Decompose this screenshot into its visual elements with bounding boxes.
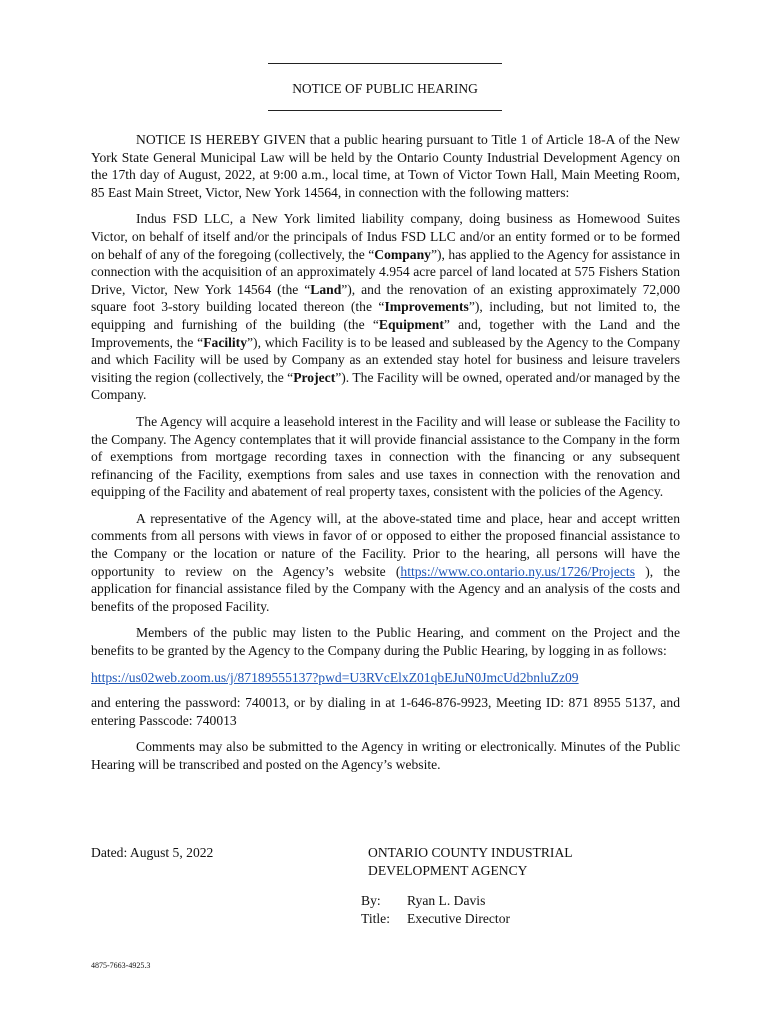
title-label: Title: (361, 910, 390, 926)
zoom-link-line (91, 669, 680, 687)
text-segment: Indus FSD LLC, a New York limited liability company, doing business as Homewood Suites Victor, on behalf of itself and/or the principals of Indus FSD LLC and/or an entity formed or to be formed on behalf of any of the foregoing (collectively, the “ (91, 211, 680, 262)
defined-term-equipment: Equipment (378, 316, 444, 332)
text-segment: ” and, together with the Land and the Improvements, the “ (91, 316, 680, 350)
defined-term-improvements: Improvements (384, 299, 469, 315)
text-segment: ”), has applied to the Agency for assistance in connection with the acquisition of an approximately 4.954 acre parcel of land located at 575 Fishers Station Drive, Victor, New York 14564 (the “ (91, 246, 681, 297)
text-segment: ), the application for financial assistance filed by the Company with the Agency and an analysis of the costs and benefits of the proposed Facility. (91, 563, 680, 614)
paragraph-dial-in: and entering the password: 740013, or by dialing in at 1-646-876-9923, Meeting ID: 871 8955 5137, and entering Passcode: 740013 (91, 695, 680, 728)
dated-line: Dated: August 5, 2022 (91, 845, 214, 860)
notice-title: NOTICE OF PUBLIC HEARING (292, 81, 478, 96)
paragraph-comments (91, 510, 680, 616)
text-segment: ”), and the renovation of an existing approximately 72,000 square foot 3-story building located thereon (the “ (91, 281, 680, 315)
top-rule (268, 63, 502, 64)
agency-website-link[interactable]: https://www.co.ontario.ny.us/1726/Projects (400, 563, 635, 579)
defined-term-company: Company (374, 246, 431, 262)
document-id: 4875-7663-4925.3 (91, 961, 151, 970)
signatory-title-row (361, 910, 510, 928)
agency-name-line2: DEVELOPMENT AGENCY (368, 862, 528, 878)
signatory-title: Executive Director (407, 910, 511, 926)
text-segment: ”). The Facility will be owned, operated and/or managed by the Company. (91, 369, 681, 403)
defined-term-project: Project (293, 369, 336, 385)
paragraph-assistance: The Agency will acquire a leasehold interest in the Facility and will lease or sublease the Facility to the Company. The Agency contemplates that it will provide financial assistance to the Company in the form of exemptions from mortgage recording taxes in connection with the financing or any subsequent refinancing of the Facility, exemptions from sales and use taxes in connection with the renovation and equipping of the Facility and abatement of real property taxes, consistent with the policies of the Agency. (91, 413, 680, 500)
signatory-name: Ryan L. Davis (407, 893, 486, 908)
defined-term-land: Land (310, 281, 342, 297)
agency-name (368, 844, 628, 879)
zoom-meeting-link[interactable]: https://us02web.zoom.us/j/87189555137?pwd=U3RVcElxZ01qbEJuN0JmcUd2bnluZz09 (91, 669, 579, 685)
paragraph-intro: NOTICE IS HEREBY GIVEN that a public hearing pursuant to Title 1 of Article 18-A of the New York State General Municipal Law will be held by the Ontario County Industrial Development Agency on the 17th day of August, 2022, at 9:00 a.m., local time, at Town of Victor Town Hall, Main Meeting Room, 85 East Main Street, Victor, New York 14564, in connection with the following matters: (91, 132, 680, 200)
text-segment: A representative of the Agency will, at the above-stated time and place, hear and accept written comments from all persons with views in favor of or opposed to either the proposed financial assistance to the Company or the location or nature of the Facility. Prior to the hearing, all persons will have the opportunity to review on the Agency’s website ( (91, 510, 680, 579)
bottom-rule (268, 110, 502, 111)
notice-body (91, 131, 680, 783)
defined-term-facility: Facility (203, 334, 248, 350)
paragraph-applicant (91, 210, 680, 404)
signatory (361, 892, 510, 927)
agency-name-line1: ONTARIO COUNTY INDUSTRIAL (368, 845, 573, 860)
text-segment: ”), including, but not limited to, the equipping and furnishing of the building (the “ (91, 299, 680, 332)
paragraph-listen: Members of the public may listen to the Public Hearing, and comment on the Project and the benefits to be granted by the Agency to the Company during the Public Hearing, by logging in as follows: (91, 625, 680, 659)
paragraph-minutes: Comments may also be submitted to the Agency in writing or electronically. Minutes of the Public Hearing will be transcribed and posted on the Agency’s website. (91, 739, 680, 772)
text-segment: ”), which Facility is to be leased and subleased by the Agency to the Company and which Facility will be used by Company as an extended stay hotel for business and leisure travelers visiting the region (collectively, the “ (91, 334, 680, 385)
by-label: By: (361, 893, 381, 908)
signatory-by-row (361, 892, 510, 910)
